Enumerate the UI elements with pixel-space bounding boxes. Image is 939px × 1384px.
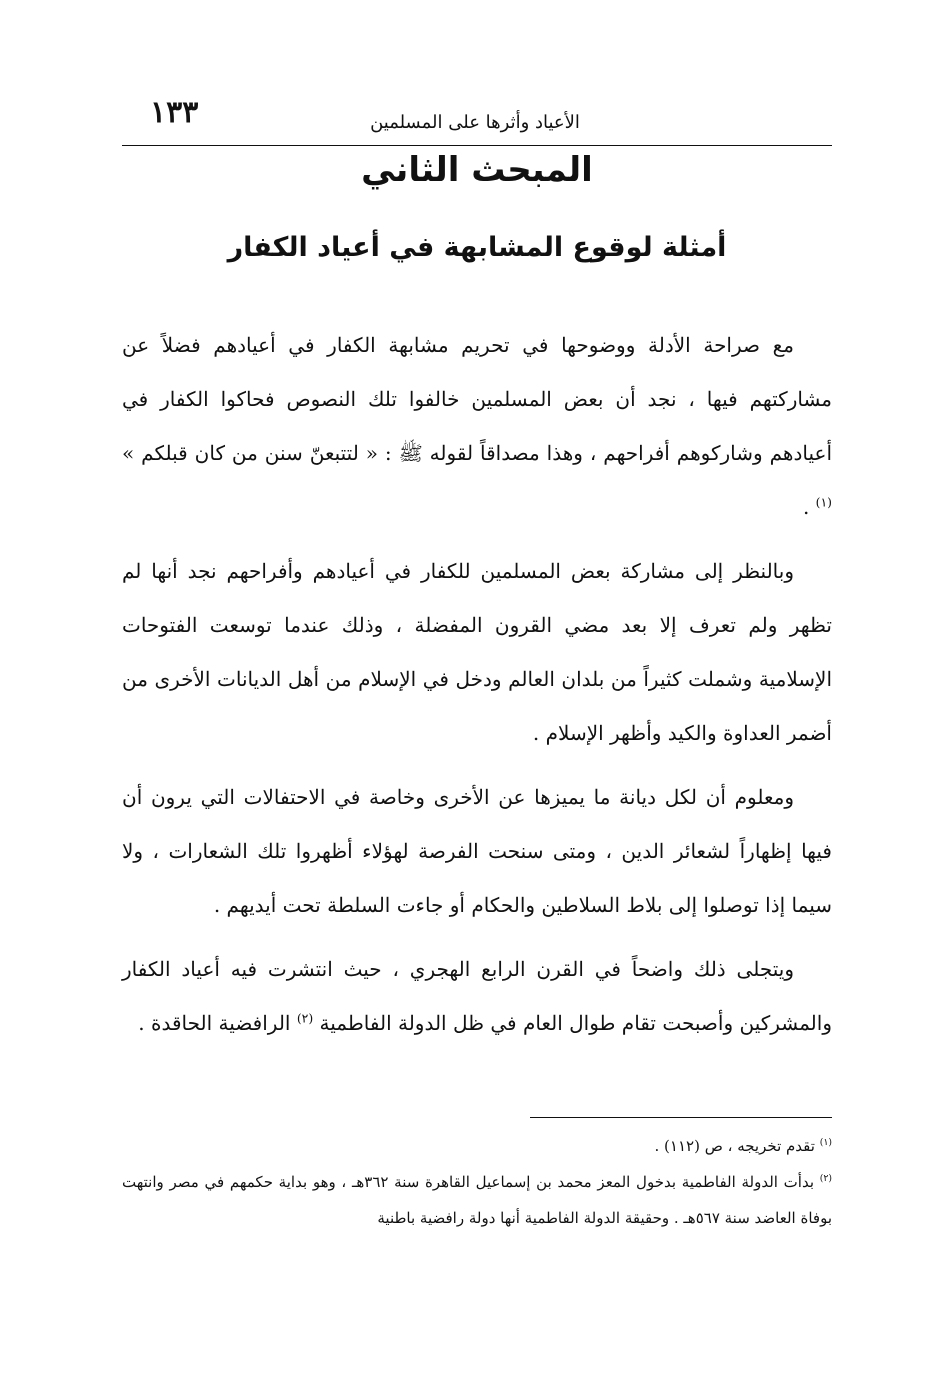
footnote-ref-1: (١) xyxy=(815,494,832,510)
footnote-1 xyxy=(122,1128,832,1164)
running-title: الأعياد وأثرها على المسلمين xyxy=(370,112,580,133)
footnote-ref-2: (٢) xyxy=(296,1010,314,1026)
paragraph-1-tail: . xyxy=(802,495,810,519)
footnotes xyxy=(122,1128,832,1236)
paragraph-4-text: ويتجلى ذلك واضحاً في القرن الرابع الهجري ، حيث انتشرت فيه أعياد الكفار والمشركين وأصبحت تقام طوال العام في ظل الدولة الفاطمية xyxy=(122,957,832,1035)
header-rule xyxy=(122,145,832,146)
paragraph-2: وبالنظر إلى مشاركة بعض المسلمين للكفار في أعيادهم وأفراحهم نجد أنها لم تظهر ولم تعرف إلا بعد مضي القرون المفضلة ، وذلك عندما توسعت الفتوحات الإسلامية وشملت كثيراً من بلدان العالم ودخل في الإسلام من أهل الديانات الأخرى من أضمر العداوة والكيد وأظهر الإسلام . xyxy=(122,559,832,745)
paragraph-4 xyxy=(122,942,832,1050)
footnote-1-text: تقدم تخريجه ، ص (١١٢) . xyxy=(654,1137,815,1155)
body-text xyxy=(122,318,832,1060)
paragraph-1-text: مع صراحة الأدلة ووضوحها في تحريم مشابهة الكفار في أعيادهم فضلاً عن مشاركتهم فيها ، نجد أن بعض المسلمين خالفوا تلك النصوص فحاكوا الكفار في أعيادهم وشاركوهم أفراحهم ، وهذا مصداقاً لقوله ﷺ : « لتتبعنّ سنن من كان قبلكم » xyxy=(122,333,832,465)
paragraph-4-tail: الرافضية الحاقدة . xyxy=(138,1011,291,1035)
footnote-2-text: بدأت الدولة الفاطمية بدخول المعز محمد بن إسماعيل القاهرة سنة ٣٦٢هـ ، وهو بداية حكمهم في مصر وانتهت بوفاة العاضد سنة ٥٦٧هـ . وحقيقة الدولة الفاطمية أنها دولة رافضية باطنية xyxy=(122,1173,832,1227)
page-number: ١٣٣ xyxy=(150,95,199,130)
paragraph-3: ومعلوم أن لكل ديانة ما يميزها عن الأخرى وخاصة في الاحتفالات التي يرون أن فيها إظهاراً لشعائر الدين ، ومتى سنحت الفرصة لهؤلاء أظهروا تلك الشعارات ، ولا سيما إذا توصلوا إلى بلاط السلاطين والحكام أو جاءت السلطة تحت أيديهم . xyxy=(122,785,832,917)
paragraph-1 xyxy=(122,318,832,534)
footnote-2 xyxy=(122,1164,832,1236)
section-subtitle: أمثلة لوقوع المشابهة في أعياد الكفار xyxy=(227,232,727,263)
footnote-1-marker: (١) xyxy=(819,1137,832,1148)
section-title: المبحث الثاني xyxy=(361,150,593,190)
footnote-rule xyxy=(530,1117,832,1118)
footnote-2-marker: (٢) xyxy=(819,1173,832,1184)
